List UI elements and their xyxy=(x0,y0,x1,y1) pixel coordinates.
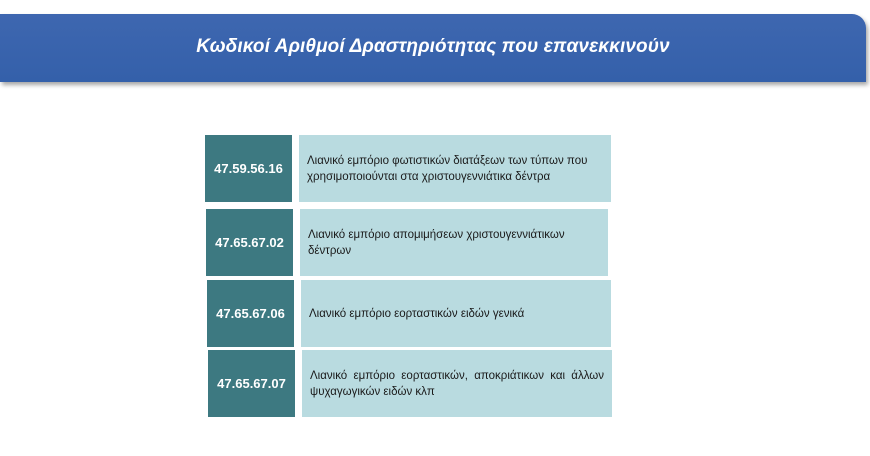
activity-description: Λιανικό εμπόριο απομιμήσεων χριστουγεννιάτικων δέντρων xyxy=(308,228,565,257)
activity-description: Λιανικό εμπόριο εορταστικών ειδών γενικά xyxy=(309,307,525,320)
code-row xyxy=(207,280,611,347)
activity-description-box xyxy=(299,135,611,202)
code-row xyxy=(208,350,612,417)
activity-code: 47.65.67.02 xyxy=(206,209,293,276)
activity-description: Λιανικό εμπόριο φωτιστικών διατάξεων των τύπων που χρησιμοποιούνται στα χριστουγεννιάτικα δέντρα xyxy=(307,154,588,183)
code-row xyxy=(205,135,611,202)
activity-description: Λιανικό εμπόριο εορταστικών, αποκριάτικων και άλλων ψυχαγωγικών ειδών κλπ xyxy=(310,369,604,398)
page-title: Κωδικοί Αριθμοί Δραστηριότητας που επανεκκινούν xyxy=(196,36,670,57)
code-row xyxy=(206,209,608,276)
activity-description-box xyxy=(301,280,611,347)
title-banner xyxy=(0,14,866,82)
activity-code: 47.59.56.16 xyxy=(205,135,292,202)
activity-code: 47.65.67.06 xyxy=(207,280,294,347)
activity-code: 47.65.67.07 xyxy=(208,350,295,417)
activity-description-box xyxy=(302,350,612,417)
activity-description-box xyxy=(300,209,608,276)
